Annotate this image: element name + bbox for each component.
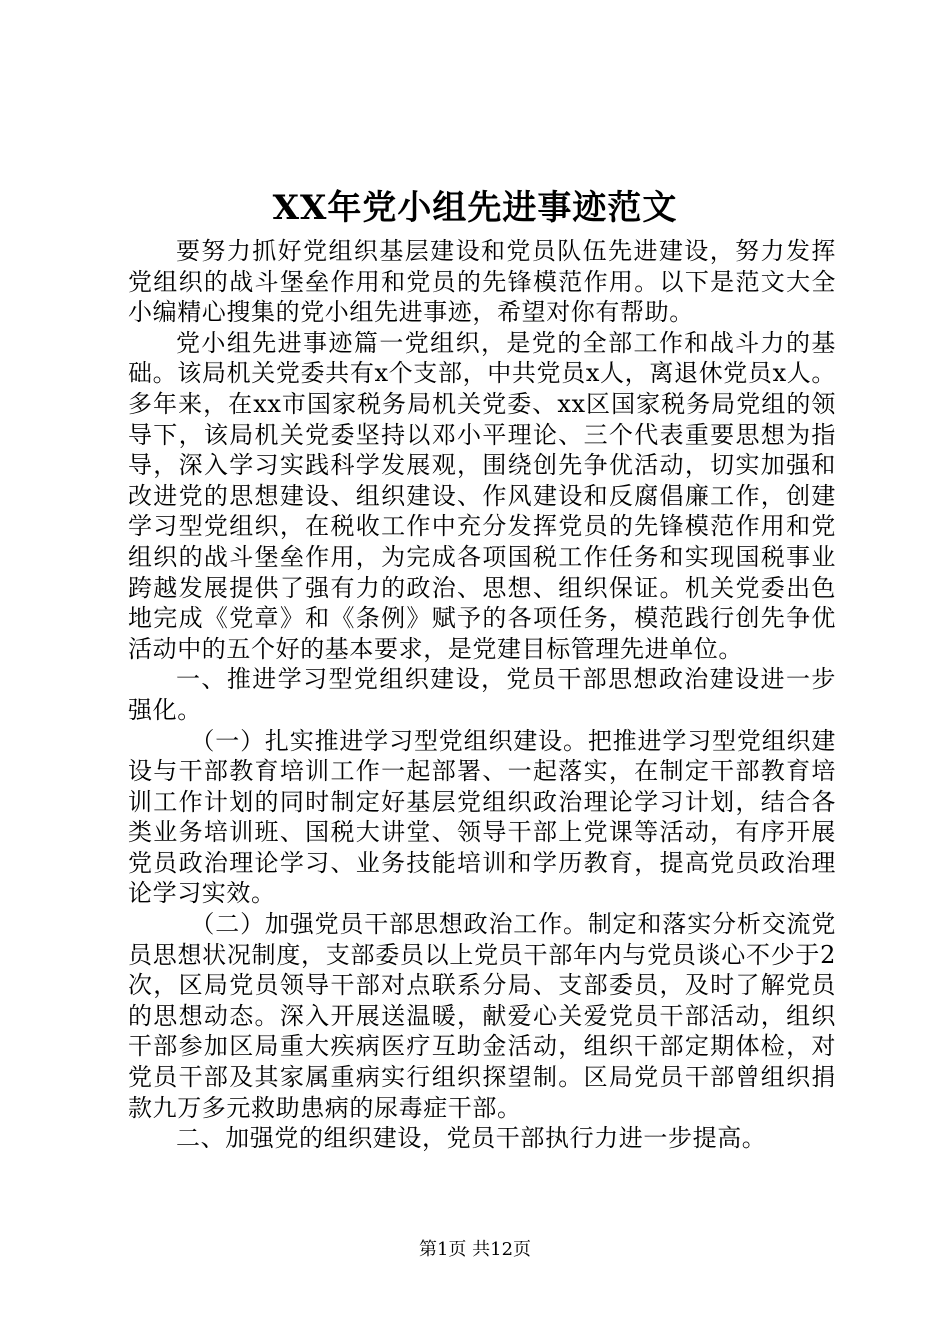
subsection-one: （一）扎实推进学习型党组织建设。把推进学习型党组织建设与干部教育培训工作一起部署、一起落实，在制定干部教育培训工作计划的同时制定好基层党组织政治理论学习计划，结合各类业务培训班、国税大讲堂、领导干部上党课等活动，有序开展党员政治理论学习、业务技能培训和学历教育，提高党员政治理论学习实效。 — [128, 726, 836, 908]
intro-paragraph: 要努力抓好党组织基层建设和党员队伍先进建设，努力发挥党组织的战斗堡垒作用和党员的先锋模范作用。以下是范文大全小编精心搜集的党小组先进事迹，希望对你有帮助。 — [128, 237, 836, 327]
subsection-two: （二）加强党员干部思想政治工作。制定和落实分析交流党员思想状况制度，支部委员以上党员干部年内与党员谈心不少于2次，区局党员领导干部对点联系分局、支部委员，及时了解党员的思想动态。深入开展送温暖，献爱心关爱党员干部活动，组织干部参加区局重大疾病医疗互助金活动，组织干部定期体检，对党员干部及其家属重病实行组织探望制。区局党员干部曾组织捐款九万多元救助患病的尿毒症干部。 — [128, 910, 836, 1122]
document-body — [128, 236, 836, 1154]
page-footer: 第1页 共12页 — [418, 1239, 532, 1260]
section-heading-two: 二、加强党的组织建设，党员干部执行力进一步提高。 — [176, 1124, 767, 1153]
document-title: XX年党小组先进事迹范文 — [272, 188, 678, 228]
paragraph-party-group-overview: 党小组先进事迹篇一党组织，是党的全部工作和战斗力的基础。该局机关党委共有x个支部，中共党员x人，离退休党员x人。多年来，在xx市国家税务局机关党委、xx区国家税务局党组的领导下，该局机关党委坚持以邓小平理论、三个代表重要思想为指导，深入学习实践科学发展观，围绕创先争优活动，切实加强和改进党的思想建设、组织建设、作风建设和反腐倡廉工作，创建学习型党组织，在税收工作中充分发挥党员的先锋模范作用和党组织的战斗堡垒作用，为完成各项国税工作任务和实现国税事业跨越发展提供了强有力的政治、思想、组织保证。机关党委出色地完成《党章》和《条例》赋予的各项任务，模范践行创先争优活动中的五个好的基本要求，是党建目标管理先进单位。 — [128, 328, 836, 663]
section-heading-one: 一、推进学习型党组织建设，党员干部思想政治建设进一步强化。 — [128, 665, 836, 724]
